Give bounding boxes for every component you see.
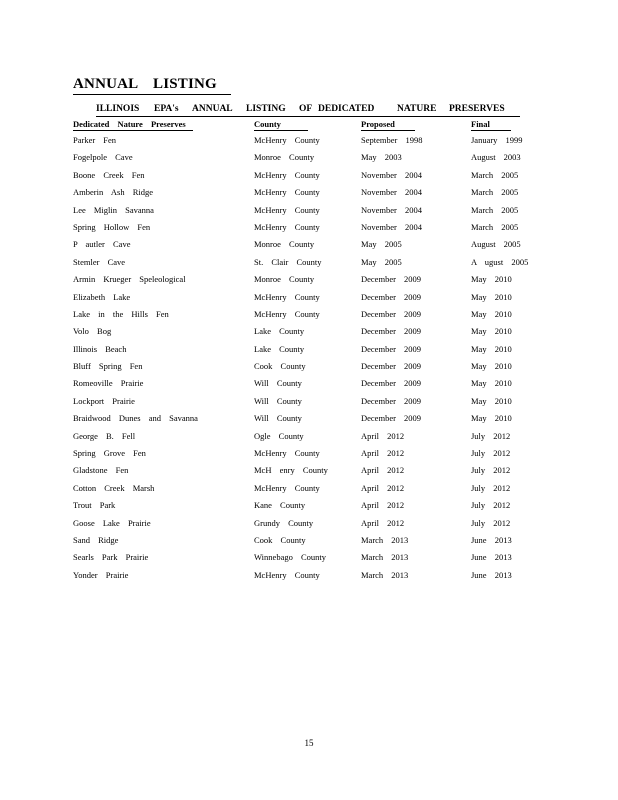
table-row — [0, 167, 618, 184]
proposed-date-cell: April 2012 — [361, 482, 405, 493]
proposed-date-cell: November 2004 — [361, 187, 423, 198]
final-date-cell: March 2005 — [471, 204, 519, 215]
preserve-name-cell: Parker Fen — [73, 135, 117, 145]
final-date-cell: May 2010 — [471, 274, 512, 285]
preserve-name-cell: Cotton Creek Marsh — [73, 482, 155, 493]
table-row — [0, 341, 618, 358]
table-row — [0, 480, 618, 497]
proposed-date-cell: December 2009 — [361, 274, 422, 285]
final-date-cell: August 2003 — [471, 152, 521, 163]
final-date-cell: July 2012 — [471, 465, 511, 476]
subtitle-word: ILLINOIS — [96, 104, 140, 114]
preserve-name-cell: George B. Fell — [73, 430, 136, 441]
county-cell: Will County — [254, 378, 302, 389]
table-row — [0, 532, 618, 549]
subtitle-word: LISTING — [246, 104, 286, 114]
preserve-name-cell: Lee Miglin Savanna — [73, 204, 154, 215]
proposed-date-cell: December 2009 — [361, 361, 422, 372]
proposed-date-cell: April 2012 — [361, 430, 405, 441]
proposed-date-cell: December 2009 — [361, 291, 422, 302]
county-cell: McHenry County — [254, 448, 320, 459]
table-row — [0, 254, 618, 271]
county-cell: McH enry County — [254, 465, 328, 476]
table-row — [0, 236, 618, 253]
county-cell: Monroe County — [254, 239, 315, 250]
table-row — [0, 462, 618, 479]
county-cell: Lake County — [254, 326, 305, 337]
county-cell: McHenry County — [254, 291, 320, 302]
preserve-name-cell: Volo Bog — [73, 326, 112, 337]
county-cell: Kane County — [254, 500, 306, 511]
preserves-table — [0, 132, 618, 584]
proposed-date-cell: November 2004 — [361, 204, 423, 215]
table-row — [0, 149, 618, 166]
proposed-date-cell: April 2012 — [361, 517, 405, 528]
county-cell: McHenry County — [254, 482, 320, 493]
table-row — [0, 375, 618, 392]
table-row — [0, 515, 618, 532]
column-header-final: Final — [471, 119, 511, 131]
county-cell: McHenry County — [254, 169, 320, 180]
table-row — [0, 428, 618, 445]
table-row — [0, 567, 618, 584]
final-date-cell: May 2010 — [471, 413, 512, 424]
preserve-name-cell: Goose Lake Prairie — [73, 517, 151, 528]
preserve-name-cell: Illinois Beach — [73, 343, 127, 354]
table-row — [0, 549, 618, 566]
final-date-cell: July 2012 — [471, 448, 511, 459]
table-row — [0, 497, 618, 514]
page-number: 15 — [304, 738, 314, 748]
county-cell: St. Clair County — [254, 256, 322, 267]
final-date-cell: June 2013 — [471, 552, 512, 563]
table-row — [0, 410, 618, 427]
county-cell: McHenry County — [254, 569, 320, 580]
county-cell: Monroe County — [254, 274, 315, 285]
page-heading — [73, 74, 231, 95]
proposed-date-cell: November 2004 — [361, 221, 423, 232]
county-cell: Cook County — [254, 534, 306, 545]
final-date-cell: March 2005 — [471, 169, 519, 180]
final-date-cell: A ugust 2005 — [471, 256, 529, 267]
final-date-cell: May 2010 — [471, 395, 512, 406]
county-cell: Winnebago County — [254, 552, 326, 563]
heading-word-listing: LISTING — [153, 76, 217, 92]
preserve-name-cell: Romeoville Prairie — [73, 378, 144, 389]
preserve-name-cell: Armin Krueger Speleological — [73, 274, 186, 285]
preserve-name-cell: Braidwood Dunes and Savanna — [73, 413, 198, 424]
preserve-name-cell: Searls Park Prairie — [73, 552, 149, 563]
subtitle-word: OF — [299, 104, 313, 114]
final-date-cell: May 2010 — [471, 308, 512, 319]
proposed-date-cell: April 2012 — [361, 500, 405, 511]
preserve-name-cell: Sand Ridge — [73, 534, 119, 545]
table-row — [0, 184, 618, 201]
subtitle-word: PRESERVES — [449, 104, 505, 114]
county-cell: McHenry County — [254, 308, 320, 319]
preserve-name-cell: Lake in the Hills Fen — [73, 308, 169, 319]
final-date-cell: July 2012 — [471, 517, 511, 528]
preserve-name-cell: Elizabeth Lake — [73, 291, 131, 302]
county-cell: Ogle County — [254, 430, 304, 441]
proposed-date-cell: December 2009 — [361, 395, 422, 406]
column-header-name: Dedicated Nature Preserves — [73, 119, 193, 131]
table-row — [0, 271, 618, 288]
proposed-date-cell: May 2005 — [361, 256, 402, 267]
county-cell: Will County — [254, 395, 302, 406]
final-date-cell: July 2012 — [471, 482, 511, 493]
table-row — [0, 132, 618, 149]
final-date-cell: May 2010 — [471, 378, 512, 389]
preserve-name-cell: Amberin Ash Ridge — [73, 187, 153, 198]
preserve-name-cell: Boone Creek Fen — [73, 169, 145, 180]
county-cell: Grundy County — [254, 517, 314, 528]
column-header-proposed: Proposed — [361, 119, 415, 131]
subtitle-word: ANNUAL — [192, 104, 233, 114]
column-header-county: County — [254, 119, 308, 131]
preserve-name-cell: Yonder Prairie — [73, 569, 129, 580]
final-date-cell: January 1999 — [471, 135, 523, 145]
proposed-date-cell: September 1998 — [361, 135, 423, 145]
final-date-cell: June 2013 — [471, 569, 512, 580]
preserve-name-cell: Fogelpole Cave — [73, 152, 133, 163]
subtitle-word: DEDICATED — [318, 104, 375, 114]
final-date-cell: March 2005 — [471, 187, 519, 198]
proposed-date-cell: December 2009 — [361, 308, 422, 319]
table-row — [0, 306, 618, 323]
preserve-name-cell: Spring Hollow Fen — [73, 221, 151, 232]
listing-subtitle — [96, 104, 520, 117]
preserve-name-cell: Gladstone Fen — [73, 465, 129, 476]
final-date-cell: July 2012 — [471, 430, 511, 441]
final-date-cell: May 2010 — [471, 291, 512, 302]
proposed-date-cell: November 2004 — [361, 169, 423, 180]
county-cell: Cook County — [254, 361, 306, 372]
final-date-cell: May 2010 — [471, 343, 512, 354]
preserve-name-cell: Stemler Cave — [73, 256, 126, 267]
heading-word-annual: ANNUAL — [73, 76, 139, 92]
table-row — [0, 219, 618, 236]
table-row — [0, 323, 618, 340]
final-date-cell: May 2010 — [471, 361, 512, 372]
proposed-date-cell: March 2013 — [361, 569, 409, 580]
table-row — [0, 393, 618, 410]
proposed-date-cell: December 2009 — [361, 326, 422, 337]
table-row — [0, 358, 618, 375]
final-date-cell: June 2013 — [471, 534, 512, 545]
preserve-name-cell: Spring Grove Fen — [73, 448, 146, 459]
table-row — [0, 445, 618, 462]
proposed-date-cell: December 2009 — [361, 378, 422, 389]
table-row — [0, 202, 618, 219]
county-cell: McHenry County — [254, 204, 320, 215]
preserve-name-cell: Trout Park — [73, 500, 116, 511]
county-cell: Monroe County — [254, 152, 315, 163]
proposed-date-cell: April 2012 — [361, 465, 405, 476]
proposed-date-cell: May 2005 — [361, 239, 402, 250]
final-date-cell: July 2012 — [471, 500, 511, 511]
final-date-cell: May 2010 — [471, 326, 512, 337]
subtitle-word: EPA's — [154, 104, 179, 114]
preserve-name-cell: P autler Cave — [73, 239, 131, 250]
proposed-date-cell: March 2013 — [361, 552, 409, 563]
county-cell: McHenry County — [254, 221, 320, 232]
proposed-date-cell: December 2009 — [361, 413, 422, 424]
proposed-date-cell: May 2003 — [361, 152, 402, 163]
county-cell: Lake County — [254, 343, 305, 354]
subtitle-word: NATURE — [397, 104, 437, 114]
final-date-cell: March 2005 — [471, 221, 519, 232]
county-cell: McHenry County — [254, 135, 320, 145]
county-cell: Will County — [254, 413, 302, 424]
table-row — [0, 289, 618, 306]
county-cell: McHenry County — [254, 187, 320, 198]
preserve-name-cell: Bluff Spring Fen — [73, 361, 143, 372]
preserve-name-cell: Lockport Prairie — [73, 395, 135, 406]
proposed-date-cell: December 2009 — [361, 343, 422, 354]
proposed-date-cell: March 2013 — [361, 534, 409, 545]
proposed-date-cell: April 2012 — [361, 448, 405, 459]
final-date-cell: August 2005 — [471, 239, 521, 250]
